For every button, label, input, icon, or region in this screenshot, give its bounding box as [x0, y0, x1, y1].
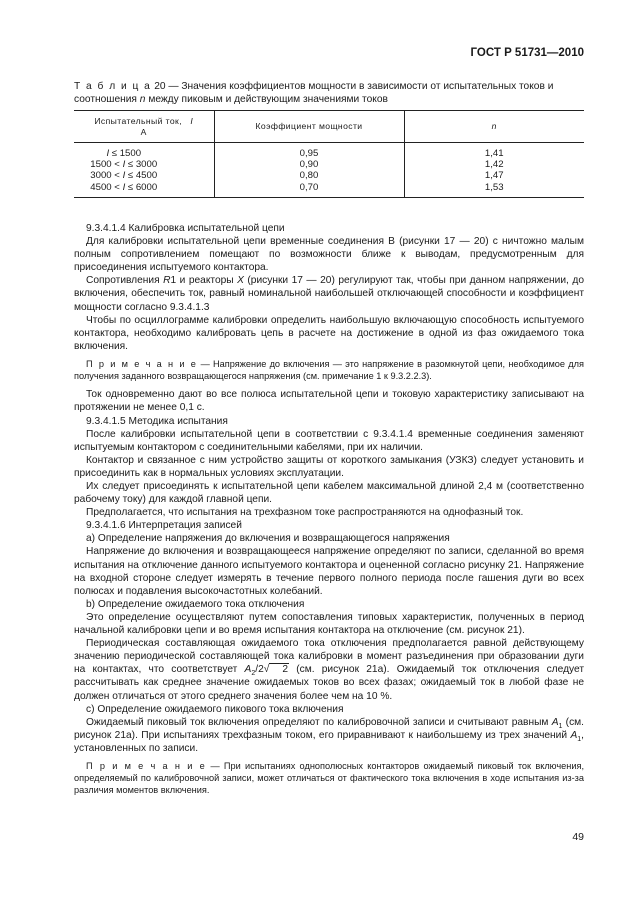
paragraph: Ток одновременно дают во все полюса испытательной цепи и токовую характеристику записывают на протяжении не менее 0,1 с. — [74, 389, 584, 414]
table-body — [74, 143, 584, 198]
table-row — [74, 143, 584, 160]
subheading-a: а) Определение напряжения до включения и возвращающегося напряжения — [86, 533, 450, 545]
table-header-row — [74, 111, 584, 143]
body-text — [74, 222, 584, 803]
table-cell-n: 1,41 — [404, 143, 584, 160]
paragraph: Контактор и связанное с ним устройство защиты от короткого замыкания (УЗКЗ) следует установить и присоединить как в нормальных условиях эксплуатации. — [74, 454, 584, 479]
table-cell-pf: 0,80 — [214, 170, 404, 181]
table-cell-pf: 0,90 — [214, 159, 404, 170]
table-caption-text: 20 — Значения коэффициентов мощности в зависимости от испытательных токов и соотношения — [74, 81, 554, 105]
power-factor-table — [74, 110, 584, 198]
col-header-n: n — [404, 111, 584, 143]
table-caption — [74, 80, 584, 106]
section-heading-method: 9.3.4.1.5 Методика испытания — [86, 415, 228, 427]
note-1: П р и м е ч а н и е — Напряжение до включения — это напряжение в разомкнутой цепи, необходимое для получения заданного возвращающегося напряжения (см. примечание 1 к 9.3.2.2.3). — [74, 358, 584, 382]
table-row — [74, 159, 584, 170]
paragraph: Сопротивления R1 и реакторы X (рисунки 17 — 20) регулируют так, чтобы при данном напряжении, до включения, обеспечить ток, равный номинальной наибольшей отключающей способности и коэффициент мощности согласно 9.3.4.1.3 — [74, 275, 584, 313]
table-cell-pf: 0,95 — [214, 143, 404, 160]
note-2: П р и м е ч а н и е — При испытаниях однополюсных контакторов ожидаемый пиковый ток включения, определяемый по калибровочной записи, может отличаться от фактического тока включения в ходе испытания из-за различия моментов включения. — [74, 760, 584, 796]
table-cell-range: I ≤ 1500 — [106, 148, 142, 159]
subheading-c: с) Определение ожидаемого пикового тока включения — [86, 703, 344, 715]
col-header-current: Испытательный ток, I А — [74, 111, 214, 143]
section-heading-calibration: 9.3.4.1.4 Калибровка испытательной цепи — [86, 223, 285, 234]
col-header-power-factor: Коэффициент мощности — [214, 111, 404, 143]
table-caption-label: Т а б л и ц а — [74, 81, 152, 92]
paragraph: Предполагается, что испытания на трехфазном токе распространяются на однофазный ток. — [86, 507, 524, 519]
table-cell-n: 1,42 — [404, 159, 584, 170]
table-cell-range: 1500 < I ≤ 3000 — [90, 159, 158, 171]
paragraph: Их следует присоединять к испытательной цепи кабелем максимальной длиной 2,4 м (соответственно рабочему току) для каждой главной цепи. — [74, 481, 584, 506]
paragraph: Периодическая составляющая ожидаемого тока отключения предполагается равной действующему значению периодической составляющей тока калибровки в момент разъединения при образовании дуги на контактах, что соответствует $A_2/2√$ 2 (см. рисунок 21а). Ожидаемый ток отключения следует рассчитывать как среднее значение ожидаемых токов во всех фазах; ожидаемый ток в любой фазе не должен отличаться от этого среднего значения более чем на 10 %. — [74, 638, 584, 702]
section-heading-interpretation: 9.3.4.1.6 Интерпретация записей — [86, 520, 242, 532]
paragraph: После калибровки испытательной цепи в соответствии с 9.3.4.1.4 временные соединения заменяют испытуемым контактором с соединительными кабелями, при их наличии. — [74, 428, 584, 453]
standard-header: ГОСТ Р 51731—2010 — [470, 47, 584, 59]
paragraph: Для калибровки испытательной цепи временные соединения В (рисунки 17 — 20) с ничтожно малым полным сопротивлением помещают по возможности ближе к выводам, предусмотренным для присоединения испытуемого контактора. — [74, 236, 584, 274]
paragraph: Чтобы по осциллограмме калибровки определить наибольшую включающую способность испытуемого контактора, необходимо калибровать цепь в расчете на достижение в одной из фаз ожидаемого тока включения. — [74, 314, 584, 352]
subheading-b: b) Определение ожидаемого тока отключения — [86, 598, 305, 610]
table-row — [74, 182, 584, 198]
paragraph: Ожидаемый пиковый ток включения определяют по калибровочной записи и считывают равным $A_1$ (см. рисунок 21а). При испытаниях трехфазным током, его приравнивают к наибольшему из трех значений $A_1$, установленных по записи. — [74, 716, 584, 754]
page-number: 49 — [572, 831, 584, 843]
table-caption-var: n — [139, 94, 146, 105]
table-cell-range: 3000 < I ≤ 4500 — [90, 170, 158, 182]
table-row — [74, 170, 584, 181]
paragraph: Это определение осуществляют путем сопоставления типовых характеристик, полученных в период начальной калибровки цепи и во время испытания контактора на отключение (см. рисунок 21). — [74, 611, 584, 637]
paragraph: Напряжение до включения и возвращающееся напряжение определяют по записи, сделанной во время испытания на отключение данного испытуемого контактора и оцененной согласно рисунку 21. Напряжение на входной стороне следует измерять в течение первого полного периода после гашения дуги во всех полюсах и подавления высокочастотных колебаний. — [74, 546, 584, 597]
table-cell-n: 1,47 — [404, 170, 584, 181]
table-cell-n: 1,53 — [404, 182, 584, 198]
table-cell-pf: 0,70 — [214, 182, 404, 198]
table-caption-text2: между пиковым и действующим значениями токов — [148, 94, 388, 105]
table-cell-range: 4500 < I ≤ 6000 — [74, 182, 214, 198]
